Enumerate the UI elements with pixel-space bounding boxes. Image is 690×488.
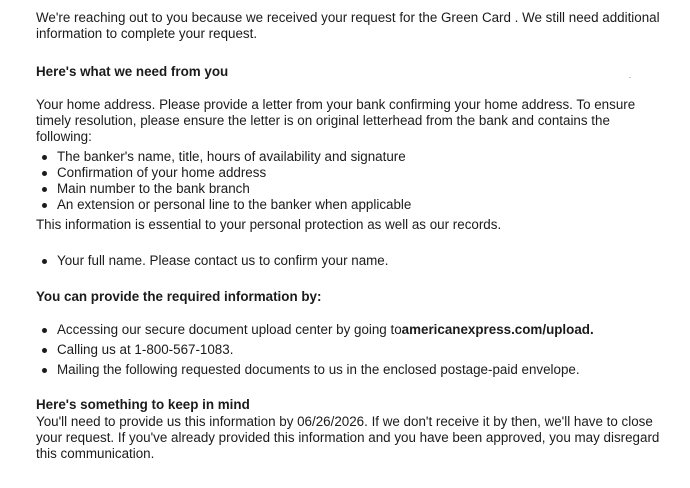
essential-note: This information is essential to your personal protection as well as our records. (36, 217, 502, 232)
address-requirements-list (36, 149, 666, 213)
upload-link: americanexpress.com/upload. (401, 322, 594, 337)
list-item-call: Calling us at 1-800-567-1083. (36, 342, 666, 358)
name-requirement-list (36, 253, 666, 269)
keep-in-mind-paragraph: You'll need to provide us this information by 06/26/2026. If we don't receive it by then, we'll have to close your request. If you've already provided this information and you have been approved, you may disregard this communication. (36, 414, 660, 461)
list-item-mail: Mailing the following requested documents to us in the enclosed postage-paid envelope. (36, 362, 666, 378)
need-heading: Here's what we need from you (36, 64, 229, 79)
scan-speck (629, 77, 631, 78)
upload-text: Accessing our secure document upload center by going to (57, 322, 402, 337)
provide-methods-list (36, 322, 666, 378)
keep-in-mind-heading: Here's something to keep in mind (36, 397, 250, 412)
address-paragraph: Your home address. Please provide a letter from your bank confirming your home address. To ensure timely resolution, please ensure the letter is on original letterhead from the bank and contains the following: (36, 97, 636, 144)
list-item: The banker's name, title, hours of availability and signature (36, 149, 666, 165)
list-item: Your full name. Please contact us to confirm your name. (36, 253, 666, 269)
list-item: Confirmation of your home address (36, 165, 666, 181)
list-item: An extension or personal line to the banker when applicable (36, 197, 666, 213)
list-item-upload (36, 322, 666, 338)
provide-heading: You can provide the required information by: (36, 289, 322, 304)
list-item: Main number to the bank branch (36, 181, 666, 197)
intro-paragraph: We're reaching out to you because we received your request for the Green Card . We still need additional information to complete your request. (36, 10, 660, 41)
